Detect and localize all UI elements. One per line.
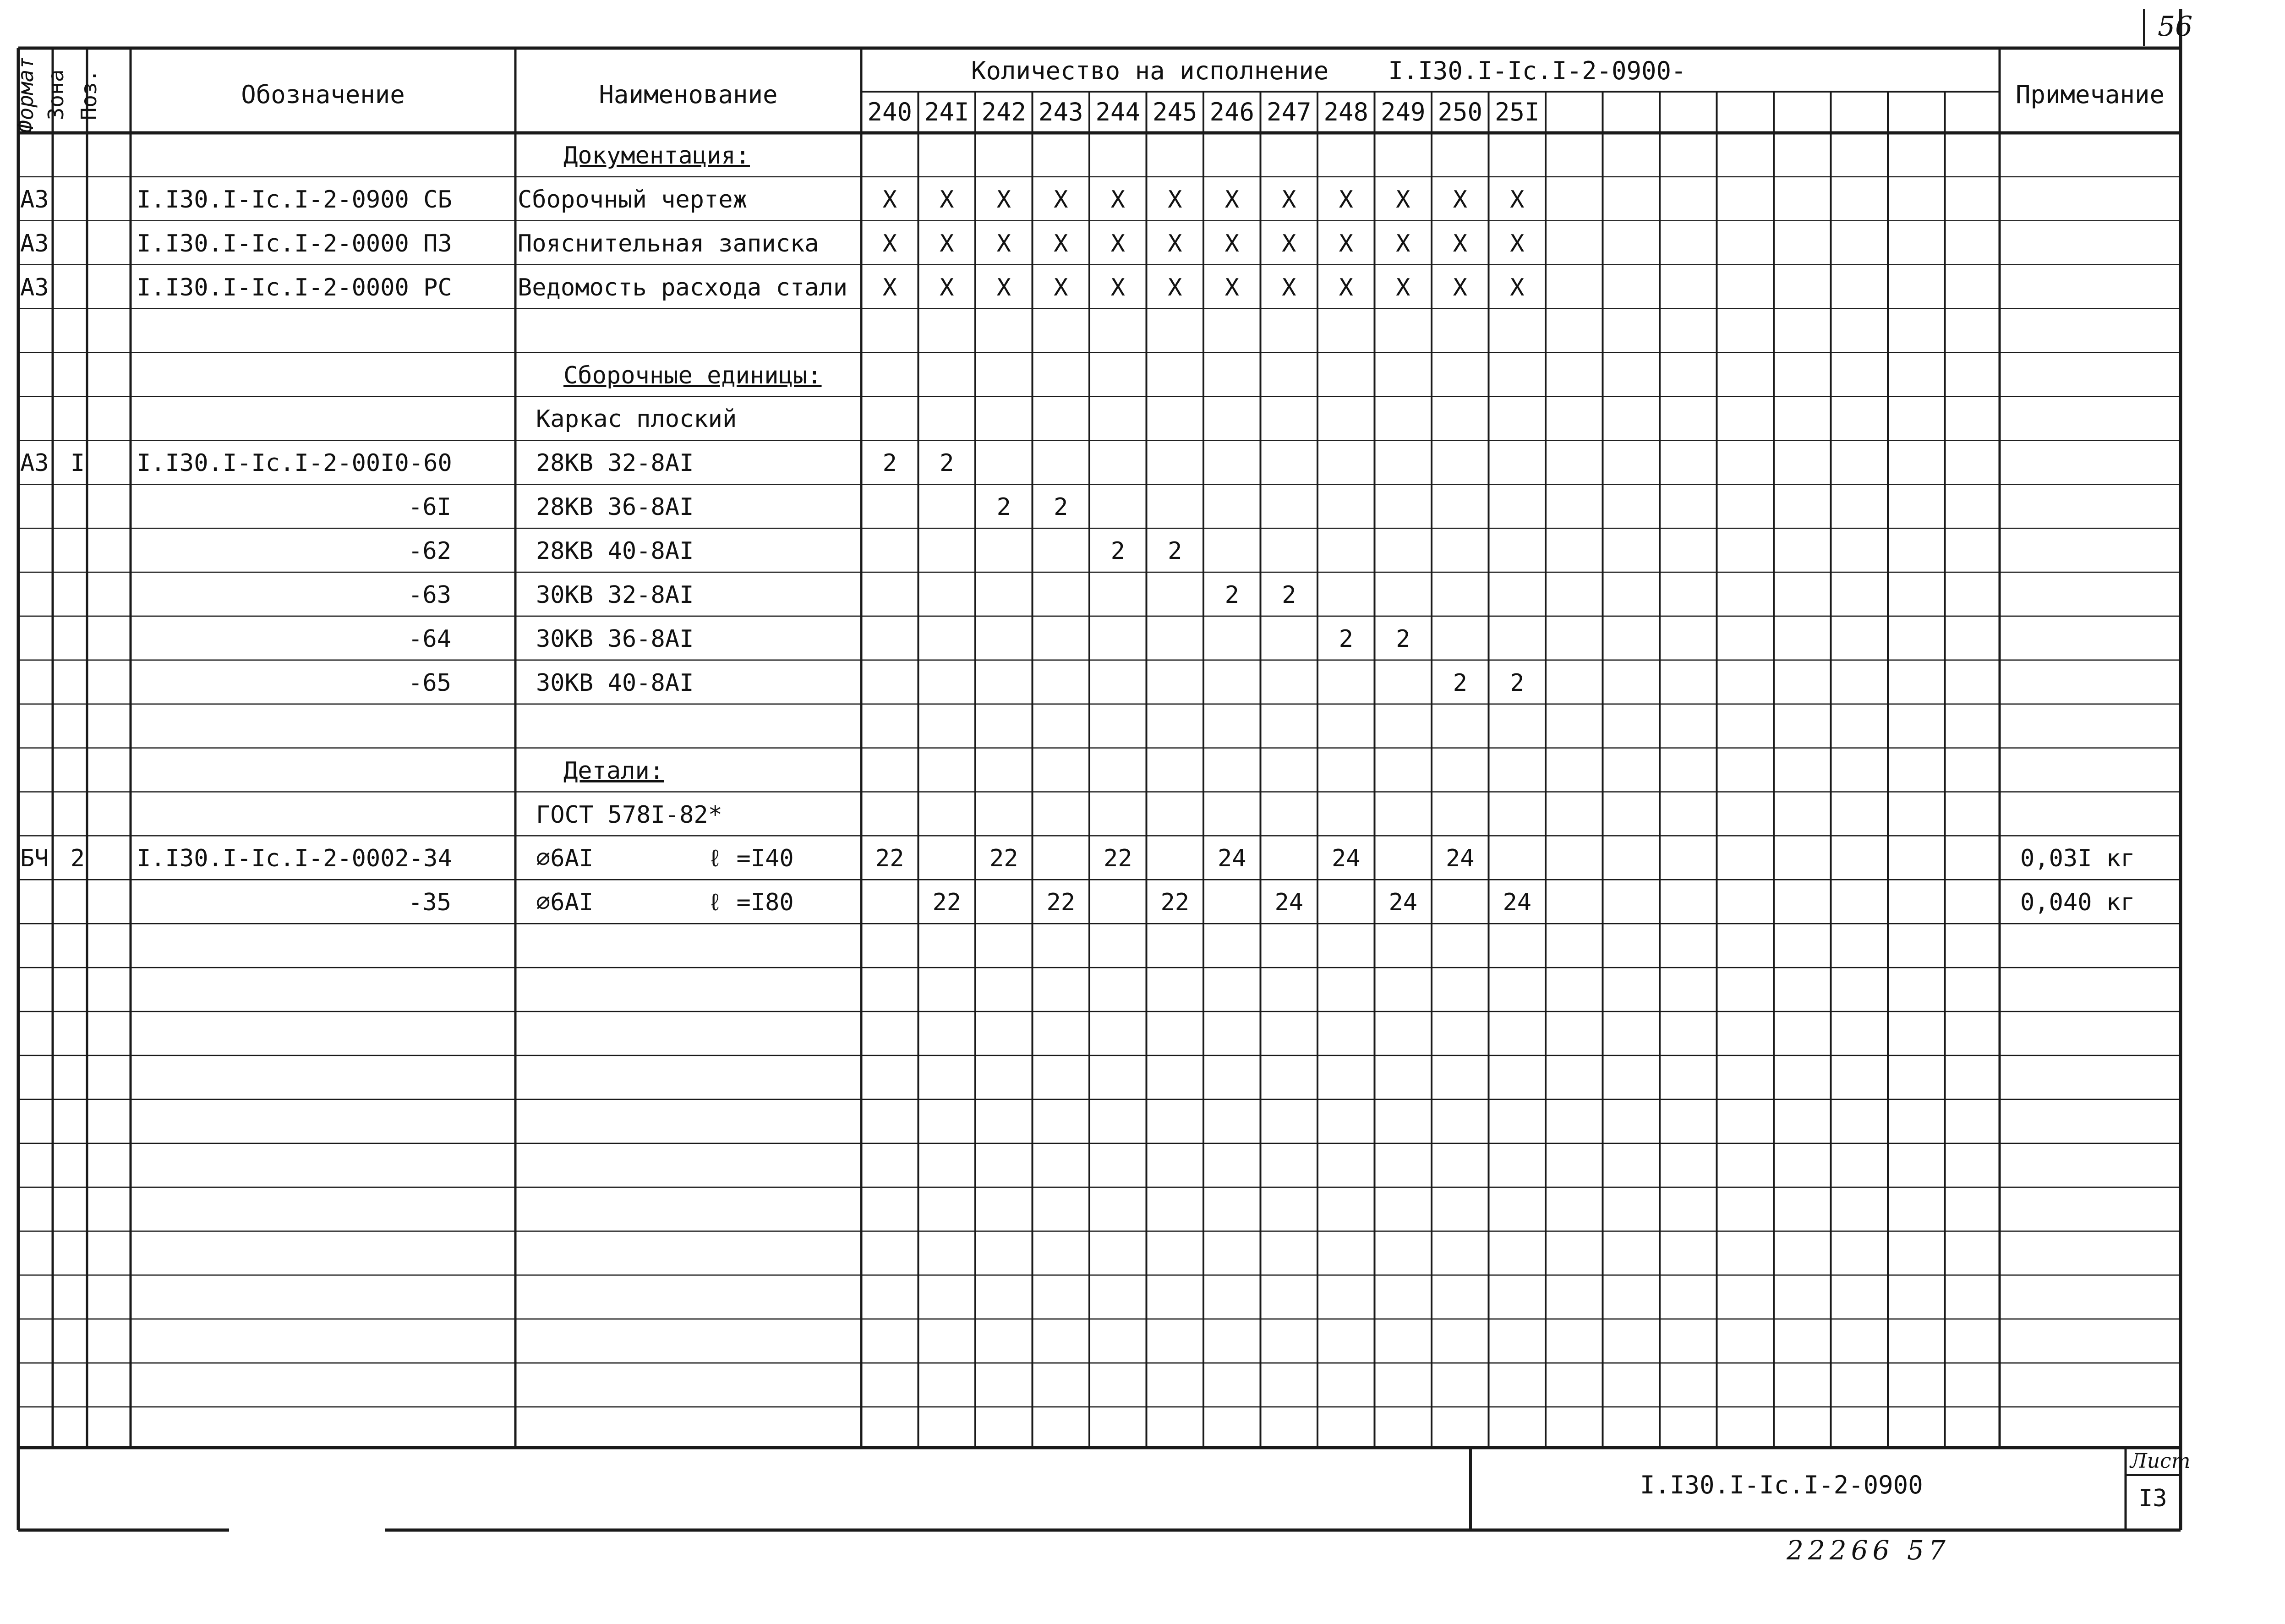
cell-quantity: 22 (932, 889, 962, 917)
cell-quantity: Х (1168, 230, 1182, 257)
cell-name: 30КВ 32-8АI (536, 581, 694, 609)
header-variant-250: 250 (1438, 98, 1483, 126)
cell-designation: -35 (408, 889, 451, 917)
cell-pos: 2 (70, 845, 85, 873)
header-quantity-title: Количество на исполнение I.I30.I-Ic.I-2-0900- (971, 56, 1686, 85)
cell-quantity: 2 (996, 493, 1011, 521)
cell-quantity: Х (1339, 230, 1353, 257)
cell-quantity: 22 (989, 845, 1018, 873)
header-note: Примечание (2015, 80, 2165, 109)
cell-quantity: 2 (940, 449, 954, 477)
cell-quantity: Х (1510, 230, 1525, 257)
cell-quantity: 2 (1339, 625, 1353, 653)
header-variant-243: 243 (1038, 98, 1083, 126)
cell-quantity: Х (1224, 186, 1239, 213)
cell-name: Каркас плоский (536, 405, 737, 433)
cell-format: А3 (20, 186, 49, 213)
header-variant-246: 246 (1209, 98, 1255, 126)
cell-quantity: Х (1282, 273, 1296, 301)
cell-quantity: Х (1168, 273, 1182, 301)
cell-designation: I.I30.I-Ic.I-2-0002-34 (137, 845, 452, 873)
cell-quantity: 22 (1046, 889, 1076, 917)
cell-name: Документация: (563, 142, 750, 170)
cell-quantity: Х (1396, 186, 1410, 213)
cell-note: 0,040 кг (2020, 889, 2135, 917)
header-variant-240: 240 (867, 98, 913, 126)
cell-quantity: 24 (1274, 889, 1304, 917)
cell-quantity: Х (882, 186, 897, 213)
cell-format: А3 (20, 273, 49, 301)
cell-quantity: Х (1054, 186, 1068, 213)
header-variant-24I: 24I (924, 98, 969, 126)
cell-format: А3 (20, 449, 49, 477)
cell-name: 30КВ 36-8АI (536, 625, 694, 653)
cell-quantity: Х (1339, 273, 1353, 301)
cell-designation: I.I30.I-Ic.I-2-0000 ПЗ (137, 230, 452, 257)
cell-quantity: 2 (1168, 537, 1182, 565)
header-variant-245: 245 (1152, 98, 1197, 126)
header-variant-247: 247 (1266, 98, 1312, 126)
cell-designation: -62 (408, 537, 451, 565)
cell-quantity: 2 (1110, 537, 1125, 565)
cell-quantity: Х (1168, 186, 1182, 213)
cell-quantity: Х (940, 186, 954, 213)
cell-quantity: 2 (1054, 493, 1068, 521)
cell-quantity: 22 (875, 845, 904, 873)
cell-name: Сборочный чертеж (518, 186, 747, 213)
cell-quantity: Х (1453, 273, 1467, 301)
header-variant-248: 248 (1323, 98, 1369, 126)
header-variant-244: 244 (1095, 98, 1141, 126)
cell-quantity: Х (1510, 273, 1525, 301)
header-pos: Поз. (77, 69, 101, 120)
cell-name: Пояснительная записка (518, 230, 819, 257)
cell-designation: I.I30.I-Ic.I-2-0000 РС (137, 273, 452, 301)
cell-quantity: Х (996, 230, 1011, 257)
cell-name: Сборочные единицы: (563, 361, 822, 389)
cell-quantity: Х (996, 186, 1011, 213)
cell-quantity: Х (1224, 273, 1239, 301)
cell-quantity: 22 (1160, 889, 1190, 917)
cell-designation: -63 (408, 581, 451, 609)
cell-name: ГОСТ 578I-82* (536, 801, 722, 829)
cell-designation: I.I30.I-Ic.I-2-00I0-60 (137, 449, 452, 477)
cell-name: Детали: (563, 757, 664, 785)
cell-quantity: Х (1339, 186, 1353, 213)
cell-quantity: 2 (1224, 581, 1239, 609)
cell-quantity: Х (1453, 186, 1467, 213)
cell-quantity: 22 (1103, 845, 1132, 873)
cell-quantity: Х (996, 273, 1011, 301)
cell-pos: I (70, 449, 85, 477)
cell-quantity: 24 (1388, 889, 1418, 917)
cell-quantity: Х (882, 230, 897, 257)
cell-note: 0,03I кг (2020, 845, 2135, 873)
corner-mark: 56 (2158, 11, 2193, 43)
cell-quantity: Х (1110, 273, 1125, 301)
cell-quantity: Х (1510, 186, 1525, 213)
cell-quantity: Х (882, 273, 897, 301)
cell-name: 28КВ 40-8АI (536, 537, 694, 565)
header-variant-242: 242 (981, 98, 1027, 126)
cell-quantity: Х (940, 230, 954, 257)
cell-quantity: Х (1110, 230, 1125, 257)
cell-quantity: 2 (1282, 581, 1296, 609)
cell-name: 28КВ 32-8АI (536, 449, 694, 477)
cell-quantity: Х (1282, 186, 1296, 213)
footer-number: 22266 57 (1787, 1535, 1950, 1566)
cell-quantity: 2 (882, 449, 897, 477)
cell-quantity: Х (1224, 230, 1239, 257)
cell-quantity: 24 (1331, 845, 1361, 873)
cell-quantity: 2 (1453, 669, 1467, 697)
cell-format: БЧ (20, 845, 49, 873)
header-designation: Обозначение (241, 80, 405, 109)
cell-name-length: ℓ =I80 (708, 889, 794, 917)
cell-quantity: 2 (1510, 669, 1525, 697)
cell-quantity: 24 (1217, 845, 1246, 873)
cell-name: 28КВ 36-8АI (536, 493, 694, 521)
cell-quantity: Х (1110, 186, 1125, 213)
cell-name: 30КВ 40-8АI (536, 669, 694, 697)
cell-quantity: Х (1396, 230, 1410, 257)
cell-quantity: 2 (1396, 625, 1410, 653)
cell-designation: -64 (408, 625, 451, 653)
cell-format: А3 (20, 230, 49, 257)
cell-quantity: Х (1396, 273, 1410, 301)
cell-designation: I.I30.I-Ic.I-2-0900 СБ (137, 186, 452, 213)
header-zone: Зона (44, 69, 68, 120)
cell-quantity: Х (1054, 273, 1068, 301)
sheet-number: I3 (2138, 1485, 2167, 1512)
cell-quantity: 24 (1503, 889, 1532, 917)
cell-designation: -65 (408, 669, 451, 697)
cell-name: ⌀6АI (536, 889, 594, 917)
sheet-label: Лист (2130, 1449, 2191, 1473)
cell-quantity: 24 (1445, 845, 1475, 873)
cell-name: ⌀6АI (536, 845, 594, 873)
cell-quantity: Х (1054, 230, 1068, 257)
header-format: Формат (13, 56, 38, 133)
cell-designation: -6I (408, 493, 451, 521)
header-name: Наименование (599, 80, 778, 109)
cell-quantity: Х (1282, 230, 1296, 257)
cell-quantity: Х (1453, 230, 1467, 257)
header-variant-249: 249 (1380, 98, 1426, 126)
cell-name: Ведомость расхода стали (518, 273, 848, 301)
document-code: I.I30.I-Ic.I-2-0900 (1640, 1471, 1923, 1499)
cell-quantity: Х (940, 273, 954, 301)
header-variant-25I: 25I (1494, 98, 1540, 126)
cell-name-length: ℓ =I40 (708, 845, 794, 873)
